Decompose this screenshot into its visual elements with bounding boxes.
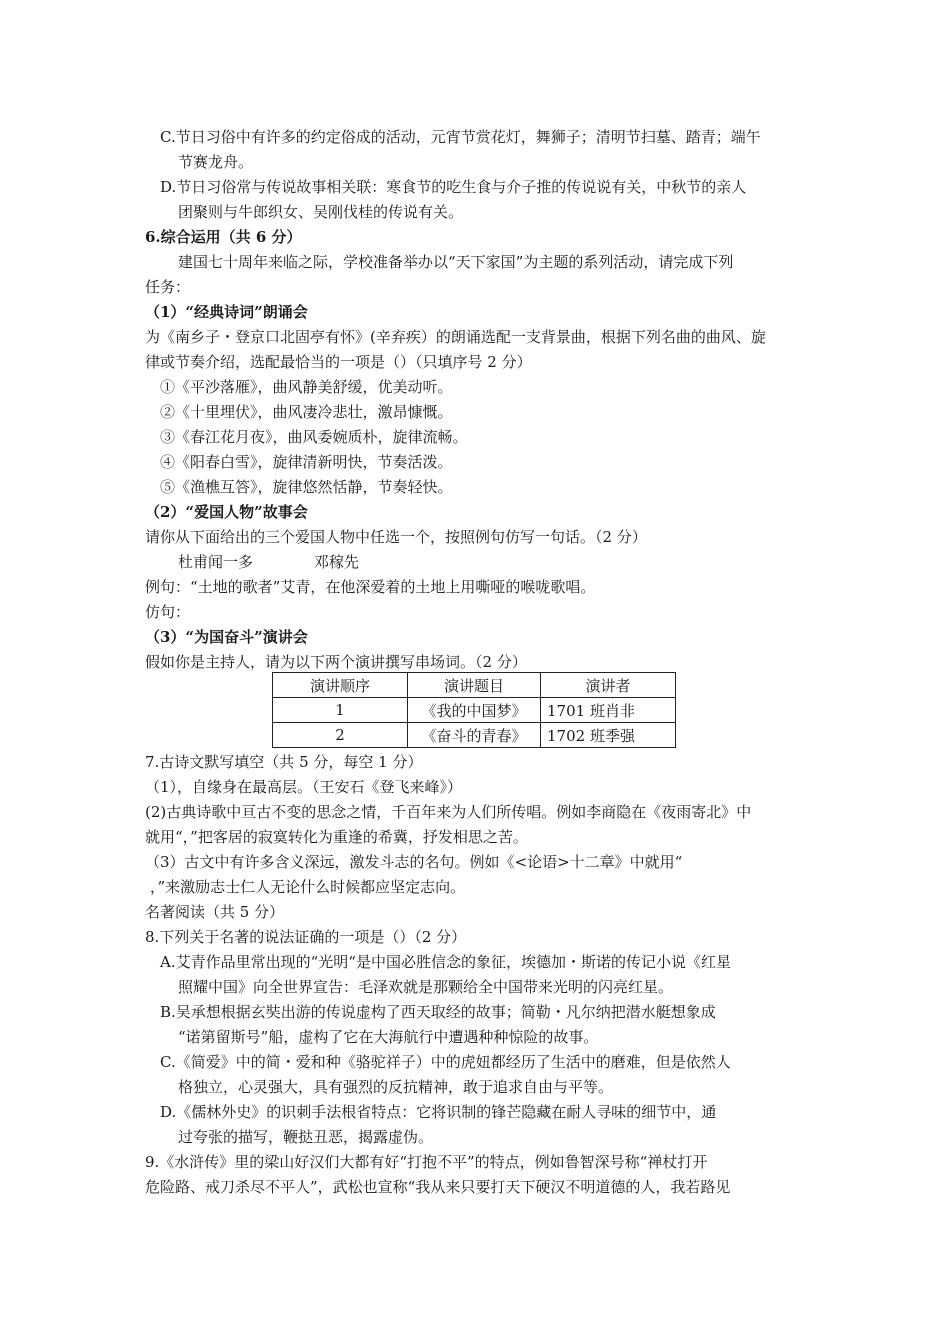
q6-part1-text-line1: 为《南乡子・登京口北固亭有怀》(辛弃疾）的朗诵选配一支背景曲，根据下列名曲的曲风、旋 bbox=[145, 328, 766, 346]
q6-option-2: ②《十里埋伏》，曲风凄冷悲壮，激昂慷慨。 bbox=[160, 403, 453, 421]
q6-option-1: ①《平沙落雁》，曲风静美舒缓，优美动听。 bbox=[160, 378, 453, 396]
table-cell-title: 《我的中国梦》 bbox=[408, 698, 541, 723]
table-header-order: 演讲顺序 bbox=[273, 673, 408, 698]
q8-heading: 8.下列关于名著的说法证确的一项是（）（2 分） bbox=[145, 928, 467, 946]
q8-option-a-line2: 照耀中国》向全世界宣告：毛泽欢就是那颗给全中国带来光明的闪亮红星。 bbox=[178, 978, 674, 996]
q6-part3-text: 假如你是主持人，请为以下两个演讲撰写串场词。（2 分） bbox=[145, 653, 527, 671]
table-cell-order: 2 bbox=[273, 723, 408, 748]
q7-item-3-line2: ，”来激励志士仁人无论什么时候都应坚定志向。 bbox=[150, 878, 466, 896]
q8-option-b-line1: B.吴承想根据玄奘出游的传说虚构了西天取经的故事；简勒・凡尔纳把潜水艇想象成 bbox=[160, 1003, 716, 1021]
table-header-speaker: 演讲者 bbox=[541, 673, 676, 698]
table-header-row bbox=[273, 673, 676, 698]
q7-heading: 7.古诗文默写填空（共 5 分，每空 1 分） bbox=[145, 753, 423, 771]
q6-heading: 6.综合运用（共 6 分） bbox=[145, 228, 302, 246]
q6-part3-heading: （3）“为国奋斗”演讲会 bbox=[145, 628, 308, 646]
q6-patriot-names: 杜甫闻一多 bbox=[178, 553, 254, 571]
q6-intro-line1: 建国七十周年来临之际，学校准备举办以“天下家国”为主题的系列活动，请完成下列 bbox=[178, 253, 734, 271]
q6-intro-line2: 任务： bbox=[145, 278, 191, 296]
q8-option-c-line1: C.《简爱》中的简・爱和种《骆驼祥子）中的虎妞都经历了生活中的磨难，但是依然人 bbox=[160, 1053, 731, 1071]
q6-part2-heading: （2）“爱国人物”故事会 bbox=[145, 503, 308, 521]
q6-part1-heading: （1）“经典诗词”朗诵会 bbox=[145, 303, 308, 321]
table-row bbox=[273, 723, 676, 748]
q9-line1: 9.《水浒传》里的梁山好汉们大都有好“打抱不平”的特点，例如鲁智深号称“禅杖打开 bbox=[145, 1153, 708, 1171]
q8-option-c-line2: 格独立，心灵强大，具有强烈的反抗精神，敢于追求自由与平等。 bbox=[178, 1078, 614, 1096]
q6-example-sentence: 例句：“土地的歌者”艾青，在他深爱着的土地上用嘶哑的喉咙歌唱。 bbox=[145, 578, 596, 596]
q5-option-c-line1: C.节日习俗中有许多的约定俗成的活动，元宵节赏花灯，舞狮子；清明节扫墓、踏青；端午 bbox=[160, 128, 761, 146]
q7-item-2-line2: 就用“，”把客居的寂寞转化为重逢的希冀，抒发相思之苦。 bbox=[145, 828, 528, 846]
table-cell-title: 《奋斗的青春》 bbox=[408, 723, 541, 748]
table-cell-speaker: 1701 班肖非 bbox=[541, 698, 676, 723]
q7-item-1: （1），自缘身在最高层。（王安石《登飞来峰》） bbox=[145, 778, 463, 796]
q5-option-d-line1: D.节日习俗常与传说故事相关联：寒食节的吃生食与介子推的传说说有关，中秋节的亲人 bbox=[160, 178, 747, 196]
q6-option-3: ③《春江花月夜》，曲风委婉质朴，旋律流畅。 bbox=[160, 428, 468, 446]
speech-schedule-table bbox=[272, 672, 676, 748]
q8-option-b-line2: “诺第留斯号”船，虚构了它在大海航行中遭遇种种惊险的故事。 bbox=[178, 1028, 599, 1046]
q7-item-3-line1: （3）古文中有许多含义深远，激发斗志的名句。例如《<论语>十二章》中就用“ bbox=[145, 853, 683, 871]
q6-option-4: ④《阳春白雪》，旋律清新明快，节奏活泼。 bbox=[160, 453, 453, 471]
q6-patriot-name-3: 邓稼先 bbox=[314, 553, 360, 571]
q8-option-d-line2: 过夸张的描写，鞭挞丑恶，揭露虚伪。 bbox=[178, 1128, 434, 1146]
q6-part2-text: 请你从下面给出的三个爱国人物中任选一个，按照例句仿写一句话。（2 分） bbox=[145, 528, 647, 546]
table-header-title: 演讲题目 bbox=[408, 673, 541, 698]
q8-option-a-line1: A.艾青作品里常出现的“光明“是中国必胜信念的象征，埃德加・斯诺的传记小说《红星 bbox=[160, 953, 731, 971]
table-cell-order: 1 bbox=[273, 698, 408, 723]
q7-item-2-line1: (2)古典诗歌中亘古不变的思念之情，千百年来为人们所传唱。例如李商隐在《夜雨寄北》中 bbox=[145, 803, 752, 821]
table-cell-speaker: 1702 班季强 bbox=[541, 723, 676, 748]
q9-line2: 危险路、戒刀杀尽不平人”，武松也宣称“我从来只要打天下硬汉不明道德的人，我若路见 bbox=[145, 1178, 731, 1196]
q5-option-c-line2: 节赛龙舟。 bbox=[178, 153, 254, 171]
table-row bbox=[273, 698, 676, 723]
q6-option-5: ⑤《渔樵互答》，旋律悠然恬静，节奏轻快。 bbox=[160, 478, 453, 496]
classics-heading: 名著阅读（共 5 分） bbox=[145, 903, 285, 921]
q5-option-d-line2: 团聚则与牛郎织女、吴刚伐桂的传说有关。 bbox=[178, 203, 464, 221]
q6-part1-text-line2: 律或节奏介绍，选配最恰当的一项是（）（只填序号 2 分） bbox=[145, 353, 532, 371]
q8-option-d-line1: D.《儒林外史》的识刺手法根省特点：它将识制的锋芒隐藏在耐人寻味的细节中，通 bbox=[160, 1103, 717, 1121]
q6-imitation-label: 仿句： bbox=[145, 603, 191, 621]
